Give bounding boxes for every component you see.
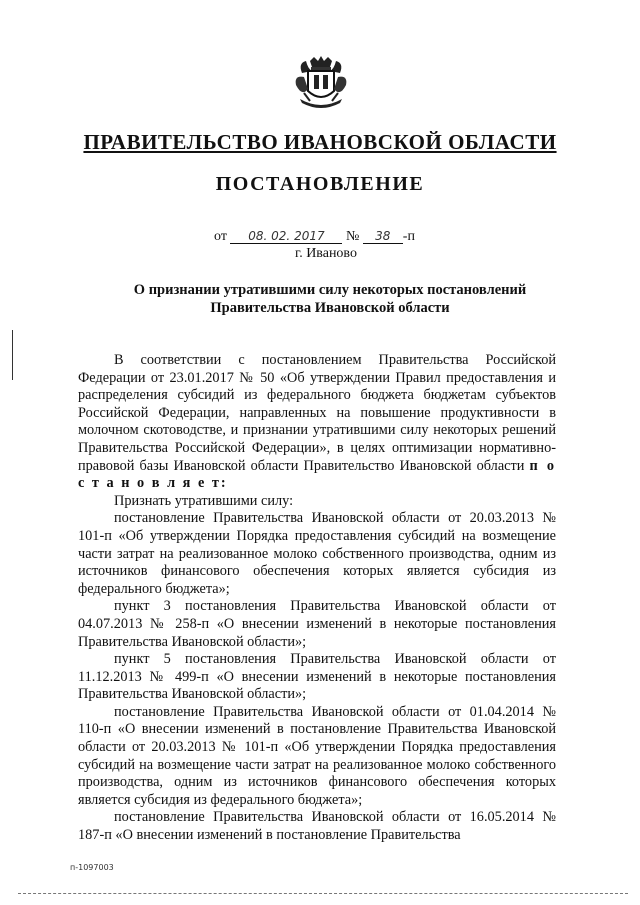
subject-line-1: О признании утратившими силу некоторых постановлений [133, 282, 527, 298]
margin-mark [12, 330, 13, 380]
date-number-line [214, 229, 415, 245]
document-subject [100, 281, 560, 317]
number-prefix: № [345, 229, 360, 244]
date-prefix: от [214, 229, 227, 244]
document-body [78, 352, 556, 845]
preamble-text: В соответствии с постановлением Правительства Российской Федерации от 23.01.2017 № 50 «Об утверждении Правил предоставления и распределения субсидий из федерального бюджета бюджетам субъектов Российской Федерации, направленных на повышение продуктивности в молочном скотоводстве, и признании утратившими силу некоторых решений Правительства Российской Федерации», в целях оптимизации нормативно-правовой базы Ивановской области Правительство Ивановской области [78, 352, 556, 474]
paragraph-item-3: пункт 5 постановления Правительства Ивановской области от 11.12.2013 № 499-п «О внесении изменений в некоторые постановления Правительства Ивановской области»; [78, 651, 556, 703]
footer-code: п-1097003 [70, 863, 114, 872]
handwritten-number: 38 [363, 229, 403, 244]
paragraph-recognize: Признать утратившими силу: [114, 492, 294, 509]
paragraph-item-2: пункт 3 постановления Правительства Ивановской области от 04.07.2013 № 258-п «О внесении изменений в некоторые постановления Правительства Ивановской области»; [78, 598, 556, 650]
city: г. Иваново [295, 246, 357, 261]
paragraph-item-5: постановление Правительства Ивановской области от 16.05.2014 № 187-п «О внесении изменений в постановление Правительства [78, 809, 556, 844]
document-type: ПОСТАНОВЛЕНИЕ [215, 173, 425, 195]
handwritten-date: 08. 02. 2017 [230, 229, 342, 244]
number-suffix: -п [402, 229, 415, 244]
government-title: ПРАВИТЕЛЬСТВО ИВАНОВСКОЙ ОБЛАСТИ [83, 130, 557, 154]
decree-word: п о с т а н о в л я е т: [78, 457, 556, 492]
paragraph-item-1: постановление Правительства Ивановской области от 20.03.2013 № 101-п «Об утверждении Порядка предоставления субсидий на возмещение части затрат на реализованное молоко собственного производства, одним из источников финансового обеспечения которых является субсидия из федерального бюджета»; [78, 510, 556, 597]
bottom-edge-line [18, 893, 628, 894]
paragraph-item-4: постановление Правительства Ивановской области от 01.04.2014 № 110-п «О внесении изменений в постановление Правительства Ивановской области от 20.03.2013 № 101-п «Об утверждении Порядка предоставления субсидий на возмещение части затрат на реализованное молоко собственного производства, одним из источников финансового обеспечения которых является субсидия из федерального бюджета»; [78, 703, 556, 808]
paragraph-preamble [78, 352, 556, 493]
subject-line-2: Правительства Ивановской области [210, 300, 450, 316]
coat-of-arms-icon [292, 55, 350, 111]
